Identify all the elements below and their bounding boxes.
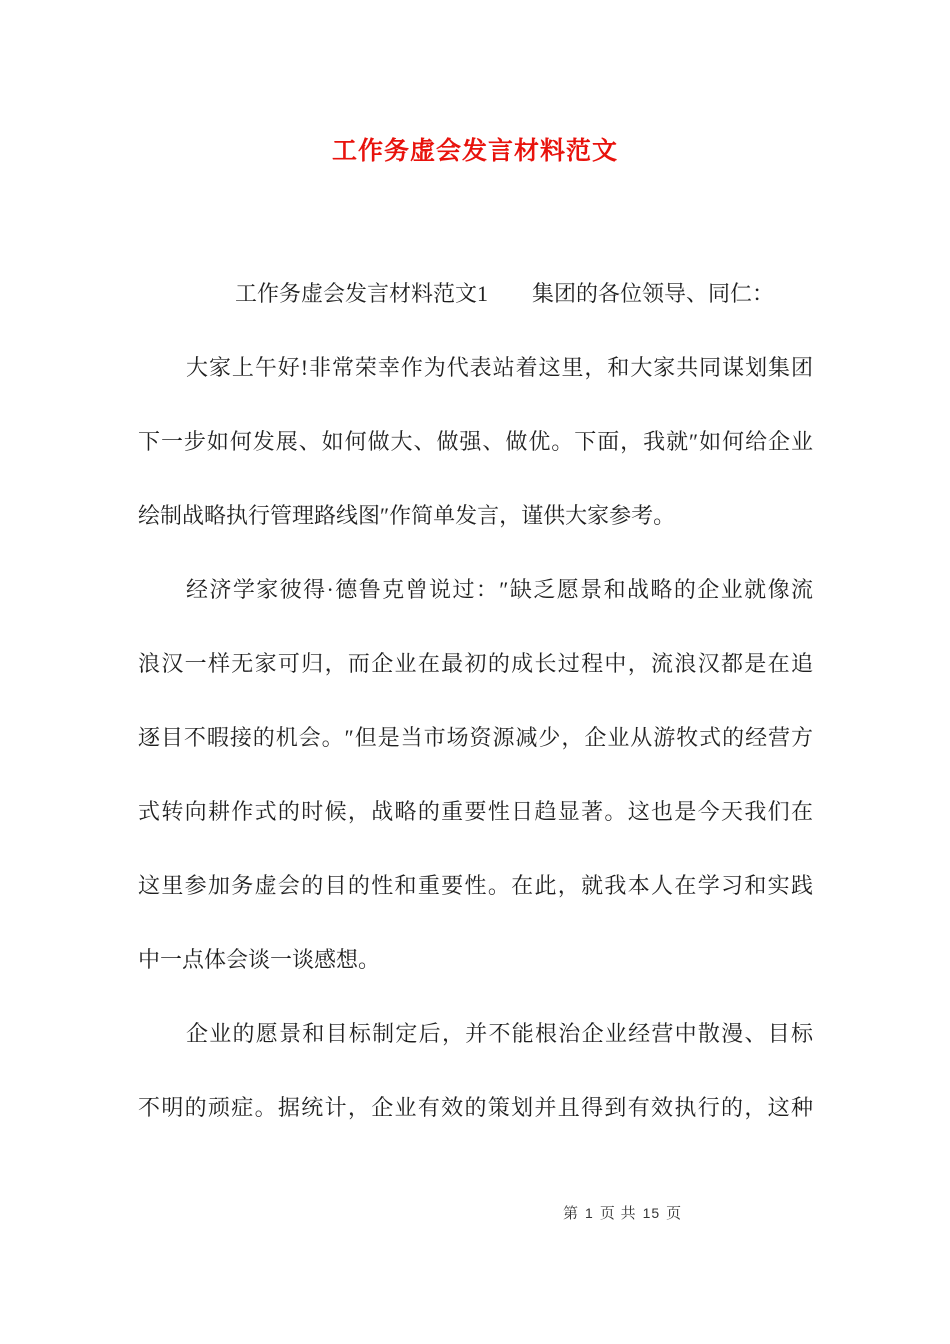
text-line: 逐目不暇接的机会。″但是当市场资源减少，企业从游牧式的经营方 <box>138 725 813 750</box>
text-line: 工作务虚会发言材料范文1 集团的各位领导、同仁： <box>235 281 775 306</box>
text-line: 企业的愿景和目标制定后，并不能根治企业经营中散漫、目标 <box>186 1021 813 1046</box>
footer-current-page: 1 <box>585 1205 594 1221</box>
footer-label-middle: 页 共 <box>599 1206 637 1222</box>
footer-label-suffix: 页 <box>666 1206 683 1222</box>
text-line: 不明的顽症。据统计，企业有效的策划并且得到有效执行的，这种 <box>138 1095 813 1120</box>
text-line: 这里参加务虚会的目的性和重要性。在此，就我本人在学习和实践 <box>138 873 813 898</box>
body-text-block <box>138 257 813 1145</box>
text-line: 绘制战略执行管理路线图″作简单发言，谨供大家参考。 <box>138 503 676 528</box>
text-line: 浪汉一样无家可归，而企业在最初的成长过程中，流浪汉都是在追 <box>138 651 813 676</box>
page-footer <box>560 1203 685 1224</box>
text-line: 大家上午好!非常荣幸作为代表站着这里，和大家共同谋划集团 <box>186 355 813 380</box>
document-title: 工作务虚会发言材料范文 <box>331 138 618 165</box>
text-line: 式转向耕作式的时候，战略的重要性日趋显著。这也是今天我们在 <box>138 799 813 824</box>
text-line: 下一步如何发展、如何做大、做强、做优。下面，我就″如何给企业 <box>138 429 813 454</box>
footer-label-prefix: 第 <box>563 1206 580 1222</box>
text-line: 经济学家彼得·德鲁克曾说过：″缺乏愿景和战略的企业就像流 <box>186 577 813 602</box>
text-line: 中一点体会谈一谈感想。 <box>138 947 381 972</box>
footer-total-pages: 15 <box>642 1205 661 1221</box>
